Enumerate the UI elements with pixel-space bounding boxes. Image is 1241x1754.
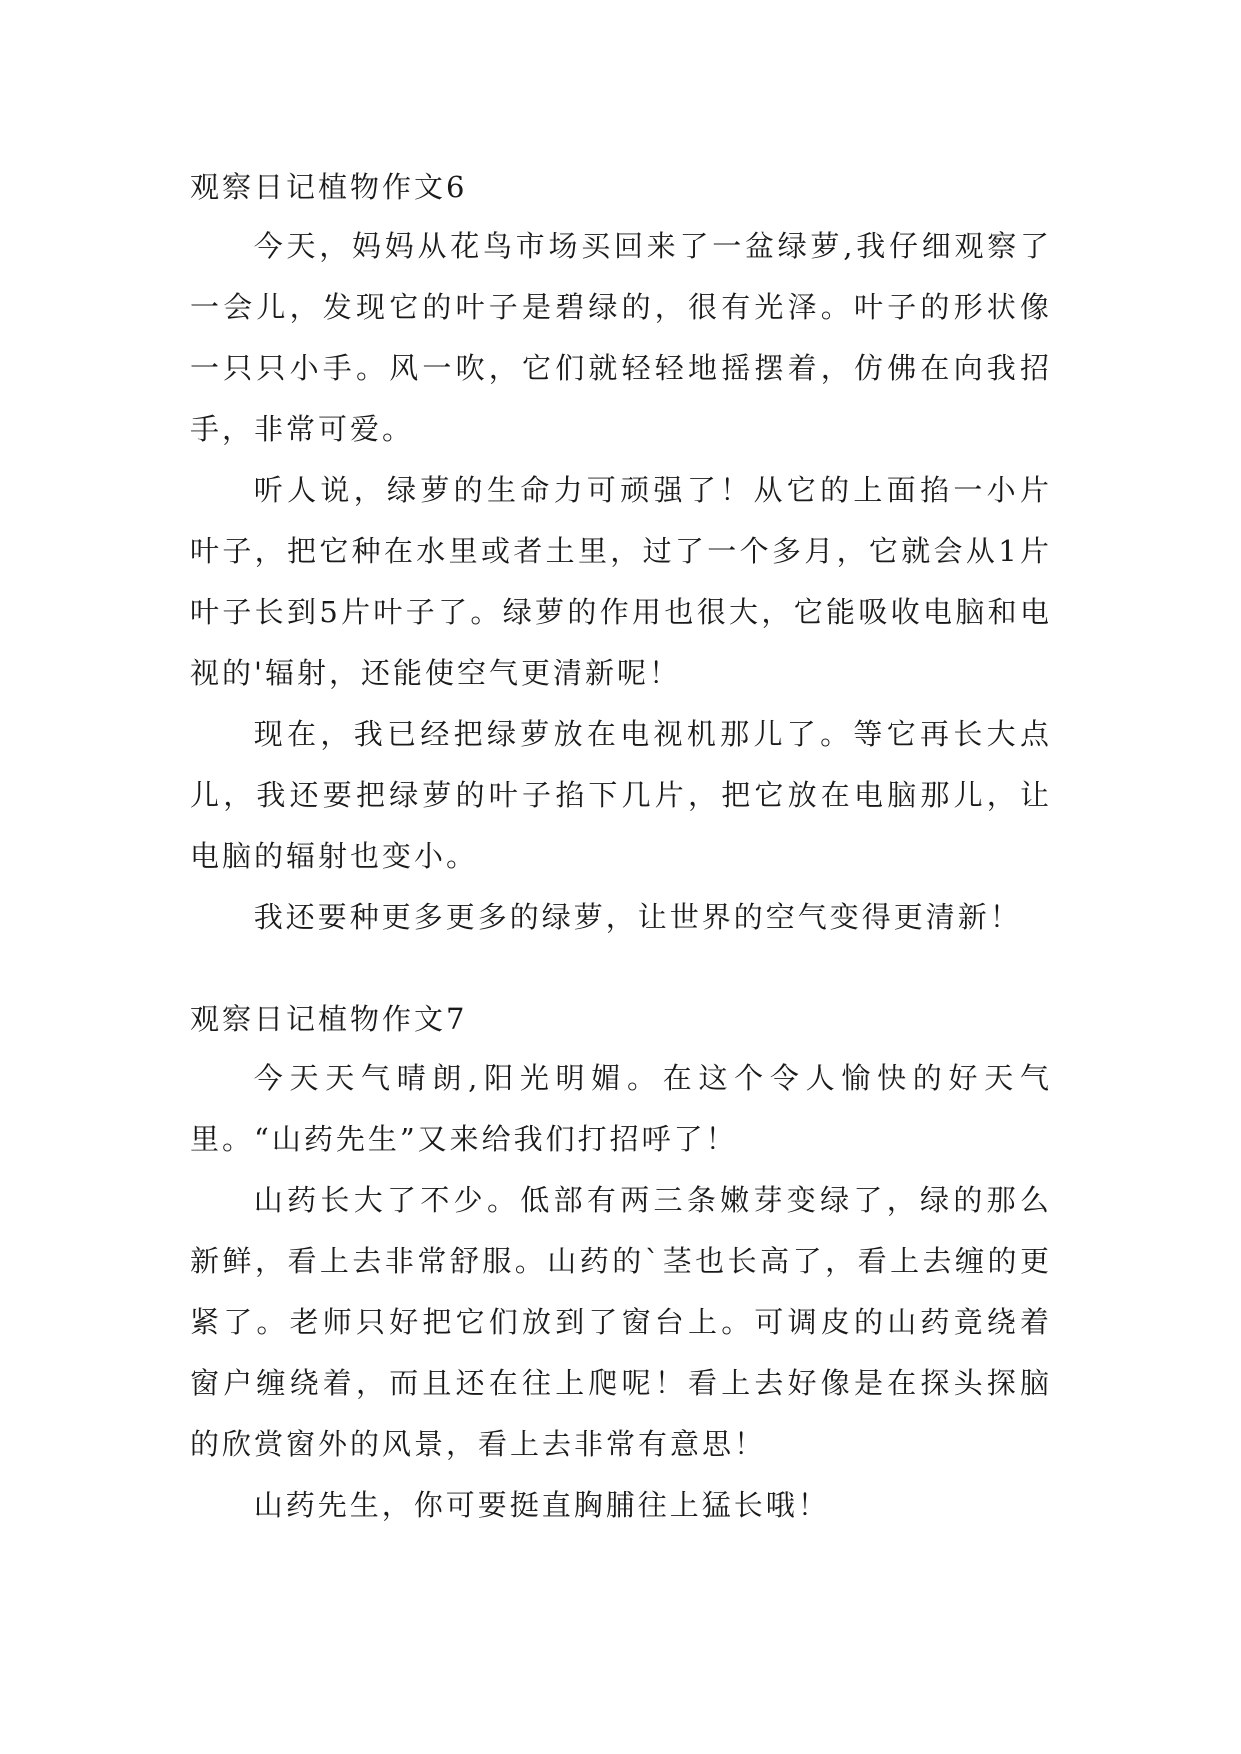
document-page — [190, 158, 1052, 1536]
essay-paragraph: 现在，我已经把绿萝放在电视机那儿了。等它再长大点儿，我还要把绿萝的叶子掐下几片，把它放在电脑那儿，让电脑的辐射也变小。 — [190, 717, 1052, 873]
essay-paragraph: 今天天气晴朗,阳光明媚。在这个令人愉快的好天气里。“山药先生”又来给我们打招呼了！ — [190, 1061, 1052, 1156]
essay-paragraph: 今天，妈妈从花鸟市场买回来了一盆绿萝,我仔细观察了一会儿，发现它的叶子是碧绿的，很有光泽。叶子的形状像一只只小手。风一吹，它们就轻轻地摇摆着，仿佛在向我招手，非常可爱。 — [190, 229, 1052, 446]
essay-paragraph: 听人说，绿萝的生命力可顽强了！从它的上面掐一小片叶子，把它种在水里或者土里，过了一个多月，它就会从1片叶子长到5片叶子了。绿萝的作用也很大，它能吸收电脑和电视的'辐射，还能使空气更清新呢！ — [190, 473, 1052, 690]
essay-section-6 — [190, 158, 1052, 948]
essay-title: 观察日记植物作文6 — [190, 170, 468, 204]
essay-paragraph: 山药先生，你可要挺直胸脯往上猛长哦！ — [253, 1488, 830, 1522]
essay-section-7 — [190, 990, 1052, 1536]
essay-paragraph: 山药长大了不少。低部有两三条嫩芽变绿了，绿的那么新鲜，看上去非常舒服。山药的`茎也长高了，看上去缠的更紧了。老师只好把它们放到了窗台上。可调皮的山药竟绕着窗户缠绕着，而且还在往上爬呢！看上去好像是在探头探脑的欣赏窗外的风景，看上去非常有意思！ — [190, 1183, 1052, 1461]
essay-paragraph: 我还要种更多更多的绿萝，让世界的空气变得更清新！ — [253, 900, 1022, 934]
essay-title: 观察日记植物作文7 — [190, 1002, 468, 1036]
